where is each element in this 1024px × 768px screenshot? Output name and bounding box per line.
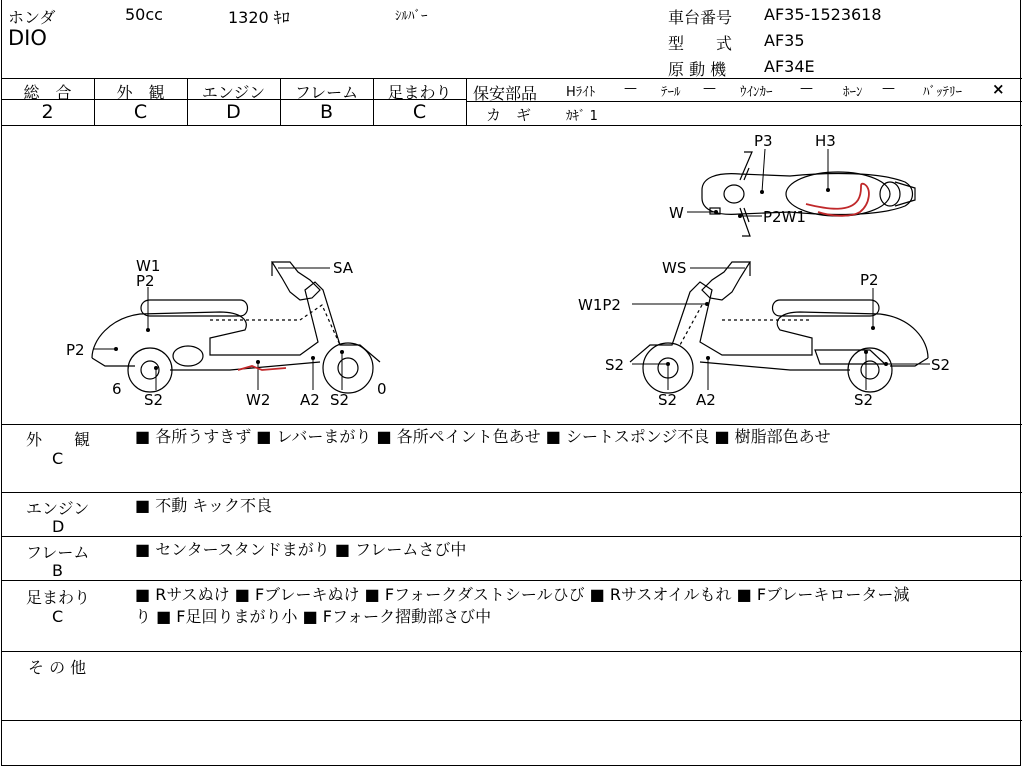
type-label: 型 式 (668, 34, 733, 53)
divider (467, 101, 1022, 102)
label-right-s2a: S2 (605, 356, 625, 374)
scooter-top-view (702, 152, 915, 236)
divider (1, 78, 1022, 79)
label-left-s2a: S2 (144, 391, 164, 409)
grade-value-suspension: C (412, 101, 427, 123)
grade-value-engine: D (226, 101, 241, 123)
section-text-suspension-1: ■ Rサスぬけ ■ Fブレーキぬけ ■ Fフォークダストシールひび ■ Rサスオイルもれ ■ Fブレーキローター減 (135, 585, 910, 604)
safety-item-headlight: Hﾗｲﾄ (566, 85, 596, 100)
label-right-w1p2: W1P2 (578, 296, 621, 314)
label-left-6: 6 (112, 380, 122, 398)
label-right-s2d: S2 (854, 391, 874, 409)
grade-label-frame: フレーム (294, 83, 359, 102)
engine-value: AF34E (764, 57, 815, 76)
grade-label-overall: 総 合 (23, 83, 72, 102)
divider (1, 720, 1022, 721)
damage-mark-top (806, 184, 869, 216)
label-top-h3: H3 (815, 132, 836, 150)
section-text-engine: ■ 不動 キック不良 (135, 496, 272, 515)
divider (1, 424, 1022, 425)
section-label-engine: エンジン (26, 499, 90, 518)
divider (1, 580, 1022, 581)
safety-item-winker: ｳｲﾝｶｰ (740, 85, 773, 100)
label-left-p2a: P2 (136, 272, 155, 290)
safety-label: 保安部品 (473, 84, 538, 103)
damage-diagram (0, 126, 1022, 424)
label-left-a2: A2 (300, 391, 320, 409)
section-text-exterior: ■ 各所うすきず ■ レバーまがり ■ 各所ペイント色あせ ■ シートスポンジ不良 ■ 樹脂部色あせ (135, 427, 831, 446)
scooter-right-view (630, 262, 928, 393)
model-name: DIO (8, 26, 47, 50)
safety-item-horn: ﾎｰﾝ (843, 85, 863, 100)
label-left-0: 0 (377, 380, 387, 398)
label-top-w: W (669, 204, 684, 222)
label-left-p2b: P2 (66, 341, 85, 359)
frame-no: AF35-1523618 (764, 5, 882, 24)
divider (1, 651, 1022, 652)
label-left-w1: W1 (136, 257, 161, 275)
label-left-w2: W2 (246, 391, 271, 409)
label-right-ws: WS (662, 259, 687, 277)
section-label-frame: フレーム (26, 543, 90, 562)
grade-value-exterior: C (133, 101, 148, 123)
safety-mark-winker: — (800, 81, 813, 96)
label-right-a2: A2 (696, 391, 716, 409)
color: ｼﾙﾊﾞｰ (395, 9, 428, 24)
grade-label-exterior: 外 観 (116, 83, 165, 102)
grade-value-overall: 2 (41, 101, 54, 123)
safety-mark-headlight: — (624, 81, 637, 96)
section-text-suspension-2: り ■ F足回りまがり小 ■ Fフォーク摺動部さび中 (135, 607, 492, 626)
frame-no-label: 車台番号 (668, 8, 733, 27)
section-text-frame: ■ センタースタンドまがり ■ フレームさび中 (135, 540, 467, 559)
mileage: 1320 ｷﾛ (228, 8, 290, 27)
grade-value-frame: B (319, 101, 334, 123)
maker: ホンダ (8, 8, 56, 27)
key-value: ｶｷﾞ 1 (566, 109, 598, 124)
section-grade-engine: D (52, 517, 65, 536)
label-right-s2b: S2 (658, 391, 678, 409)
label-right-p2: P2 (860, 271, 879, 289)
section-grade-frame: B (52, 561, 63, 580)
displacement: 50cc (125, 5, 163, 24)
section-label-exterior: 外 観 (26, 430, 91, 449)
type-value: AF35 (764, 31, 805, 50)
section-grade-exterior: C (52, 449, 64, 468)
leader-lines (93, 149, 930, 390)
safety-mark-horn: — (882, 81, 895, 96)
engine-label: 原 動 機 (668, 60, 727, 79)
safety-mark-battery: × (992, 80, 1005, 98)
key-label: カ ギ (486, 106, 532, 124)
label-left-s2b: S2 (330, 391, 350, 409)
grade-label-engine: エンジン (201, 83, 266, 102)
safety-item-tail: ﾃｰﾙ (661, 85, 681, 100)
section-label-other: そ の 他 (28, 658, 87, 677)
grade-label-suspension: 足まわり (387, 83, 452, 102)
label-top-p3: P3 (754, 132, 773, 150)
section-grade-suspension: C (52, 607, 64, 626)
label-top-p2w1: P2W1 (763, 208, 806, 226)
safety-item-battery: ﾊﾞｯﾃﾘｰ (923, 85, 962, 100)
divider (1, 536, 1022, 537)
divider (1, 492, 1022, 493)
label-right-s2c: S2 (931, 356, 951, 374)
safety-mark-tail: — (703, 81, 716, 96)
label-left-sa: SA (333, 259, 354, 277)
section-label-suspension: 足まわり (26, 588, 91, 607)
divider (466, 78, 467, 125)
